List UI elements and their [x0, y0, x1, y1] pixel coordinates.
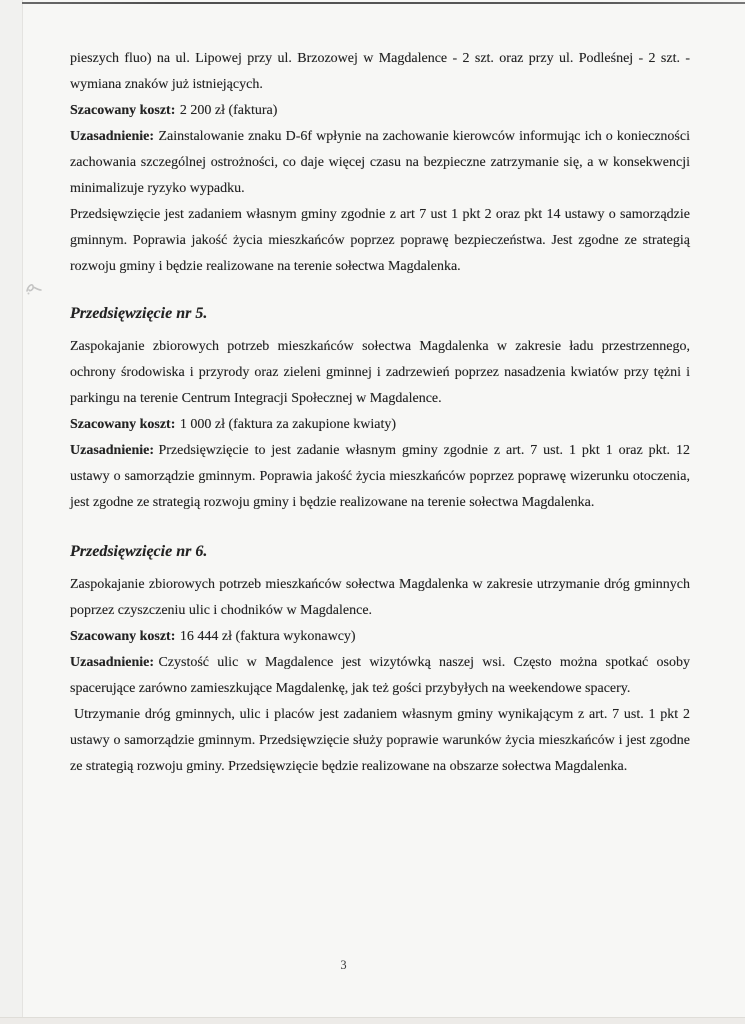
paragraph [70, 650, 690, 702]
paragraph-continuation-text: pieszych fluo) na ul. Lipowej przy ul. Brzozowej w Magdalence - 2 szt. oraz przy ul. Podleśnej - 2 szt. - wymiana znaków już istniejących. [70, 51, 690, 92]
section-description-text: Zaspokajanie zbiorowych potrzeb mieszkańców sołectwa Magdalenka w zakresie utrzymanie dróg gminnych poprzez czyszczeniu ulic i chodników w Magdalence. [70, 577, 690, 618]
justification-block [70, 650, 690, 780]
scan-left-margin [0, 0, 23, 1024]
cost-label: Szacowany koszt: [70, 103, 176, 118]
paragraph [70, 124, 690, 202]
scan-bottom-edge [0, 1017, 745, 1024]
cost-line [70, 624, 690, 650]
pencil-mark-icon [24, 277, 50, 299]
cost-line [70, 412, 690, 438]
justification-text: Czystość ulic w Magdalence jest wizytówką naszej wsi. Często można spotkać osoby spacerujące zarówno zamieszkujące Magdalenkę, jak też gości przybyłych na weekendowe spacery. [70, 655, 690, 696]
section-description-text: Zaspokajanie zbiorowych potrzeb mieszkańców sołectwa Magdalenka w zakresie ładu przestrzennego, ochrony środowiska i przyrody oraz zieleni gminnej i zadrzewień poprzez nasadzenia kwiatów przy tężni i parkingu na terenie Centrum Integracji Społecznej w Magdalence. [70, 339, 690, 406]
justification-block [70, 438, 690, 516]
justification-label: Uzasadnienie: [70, 655, 154, 670]
cost-label: Szacowany koszt: [70, 629, 176, 644]
paragraph [70, 202, 690, 280]
cost-value: 2 200 zł (faktura) [179, 103, 278, 118]
section-heading-5: Przedsięwzięcie nr 5. [70, 305, 208, 322]
justification-text: Utrzymanie dróg gminnych, ulic i placów jest zadaniem własnym gminy wynikającym z art. 7 ust. 1 pkt 2 ustawy o samorządzie gminnym. Przedsięwzięcie służy poprawie warunków życia mieszkańców i jest zgodne ze strategią rozwoju gminy. Przedsięwzięcie będzie realizowane na obszarze sołectwa Magdalenka. [70, 707, 690, 774]
cost-value: 16 444 zł (faktura wykonawcy) [179, 629, 356, 644]
cost-line [70, 98, 690, 124]
section-description [70, 334, 690, 412]
cost-label: Szacowany koszt: [70, 417, 176, 432]
section-description [70, 572, 690, 624]
justification-block [70, 124, 690, 280]
justification-label: Uzasadnienie: [70, 443, 154, 458]
paragraph [70, 438, 690, 516]
paragraph-continuation [70, 46, 690, 98]
page-number: 3 [340, 958, 347, 972]
section-heading-6: Przedsięwzięcie nr 6. [70, 543, 208, 560]
justification-text: Przedsięwzięcie jest zadaniem własnym gminy zgodnie z art 7 ust 1 pkt 2 oraz pkt 14 ustawy o samorządzie gminnym. Poprawia jakość życia mieszkańców poprzez poprawę bezpieczeństwa. Jest zgodne ze strategią rozwoju gminy i będzie realizowane na terenie sołectwa Magdalenka. [70, 207, 690, 274]
cost-value: 1 000 zł (faktura za zakupione kwiaty) [179, 417, 396, 432]
justification-text: Zainstalowanie znaku D-6f wpłynie na zachowanie kierowców informując ich o konieczności zachowania szczególnej ostrożności, co daje więcej czasu na bezpieczne zatrzymanie się, a w konsekwencji minimalizuje ryzyko wypadku. [70, 129, 690, 196]
paragraph [70, 702, 690, 780]
document-body [70, 0, 690, 780]
justification-label: Uzasadnienie: [70, 129, 154, 144]
justification-text: Przedsięwzięcie to jest zadanie własnym gminy zgodnie z art. 7 ust. 1 pkt 1 oraz pkt. 12 ustawy o samorządzie gminnym. Poprawia jakość życia mieszkańców poprzez poprawę wizerunku otoczenia, jest zgodne ze strategią rozwoju gminy i będzie realizowane na terenie sołectwa Magdalenka. [70, 443, 690, 510]
